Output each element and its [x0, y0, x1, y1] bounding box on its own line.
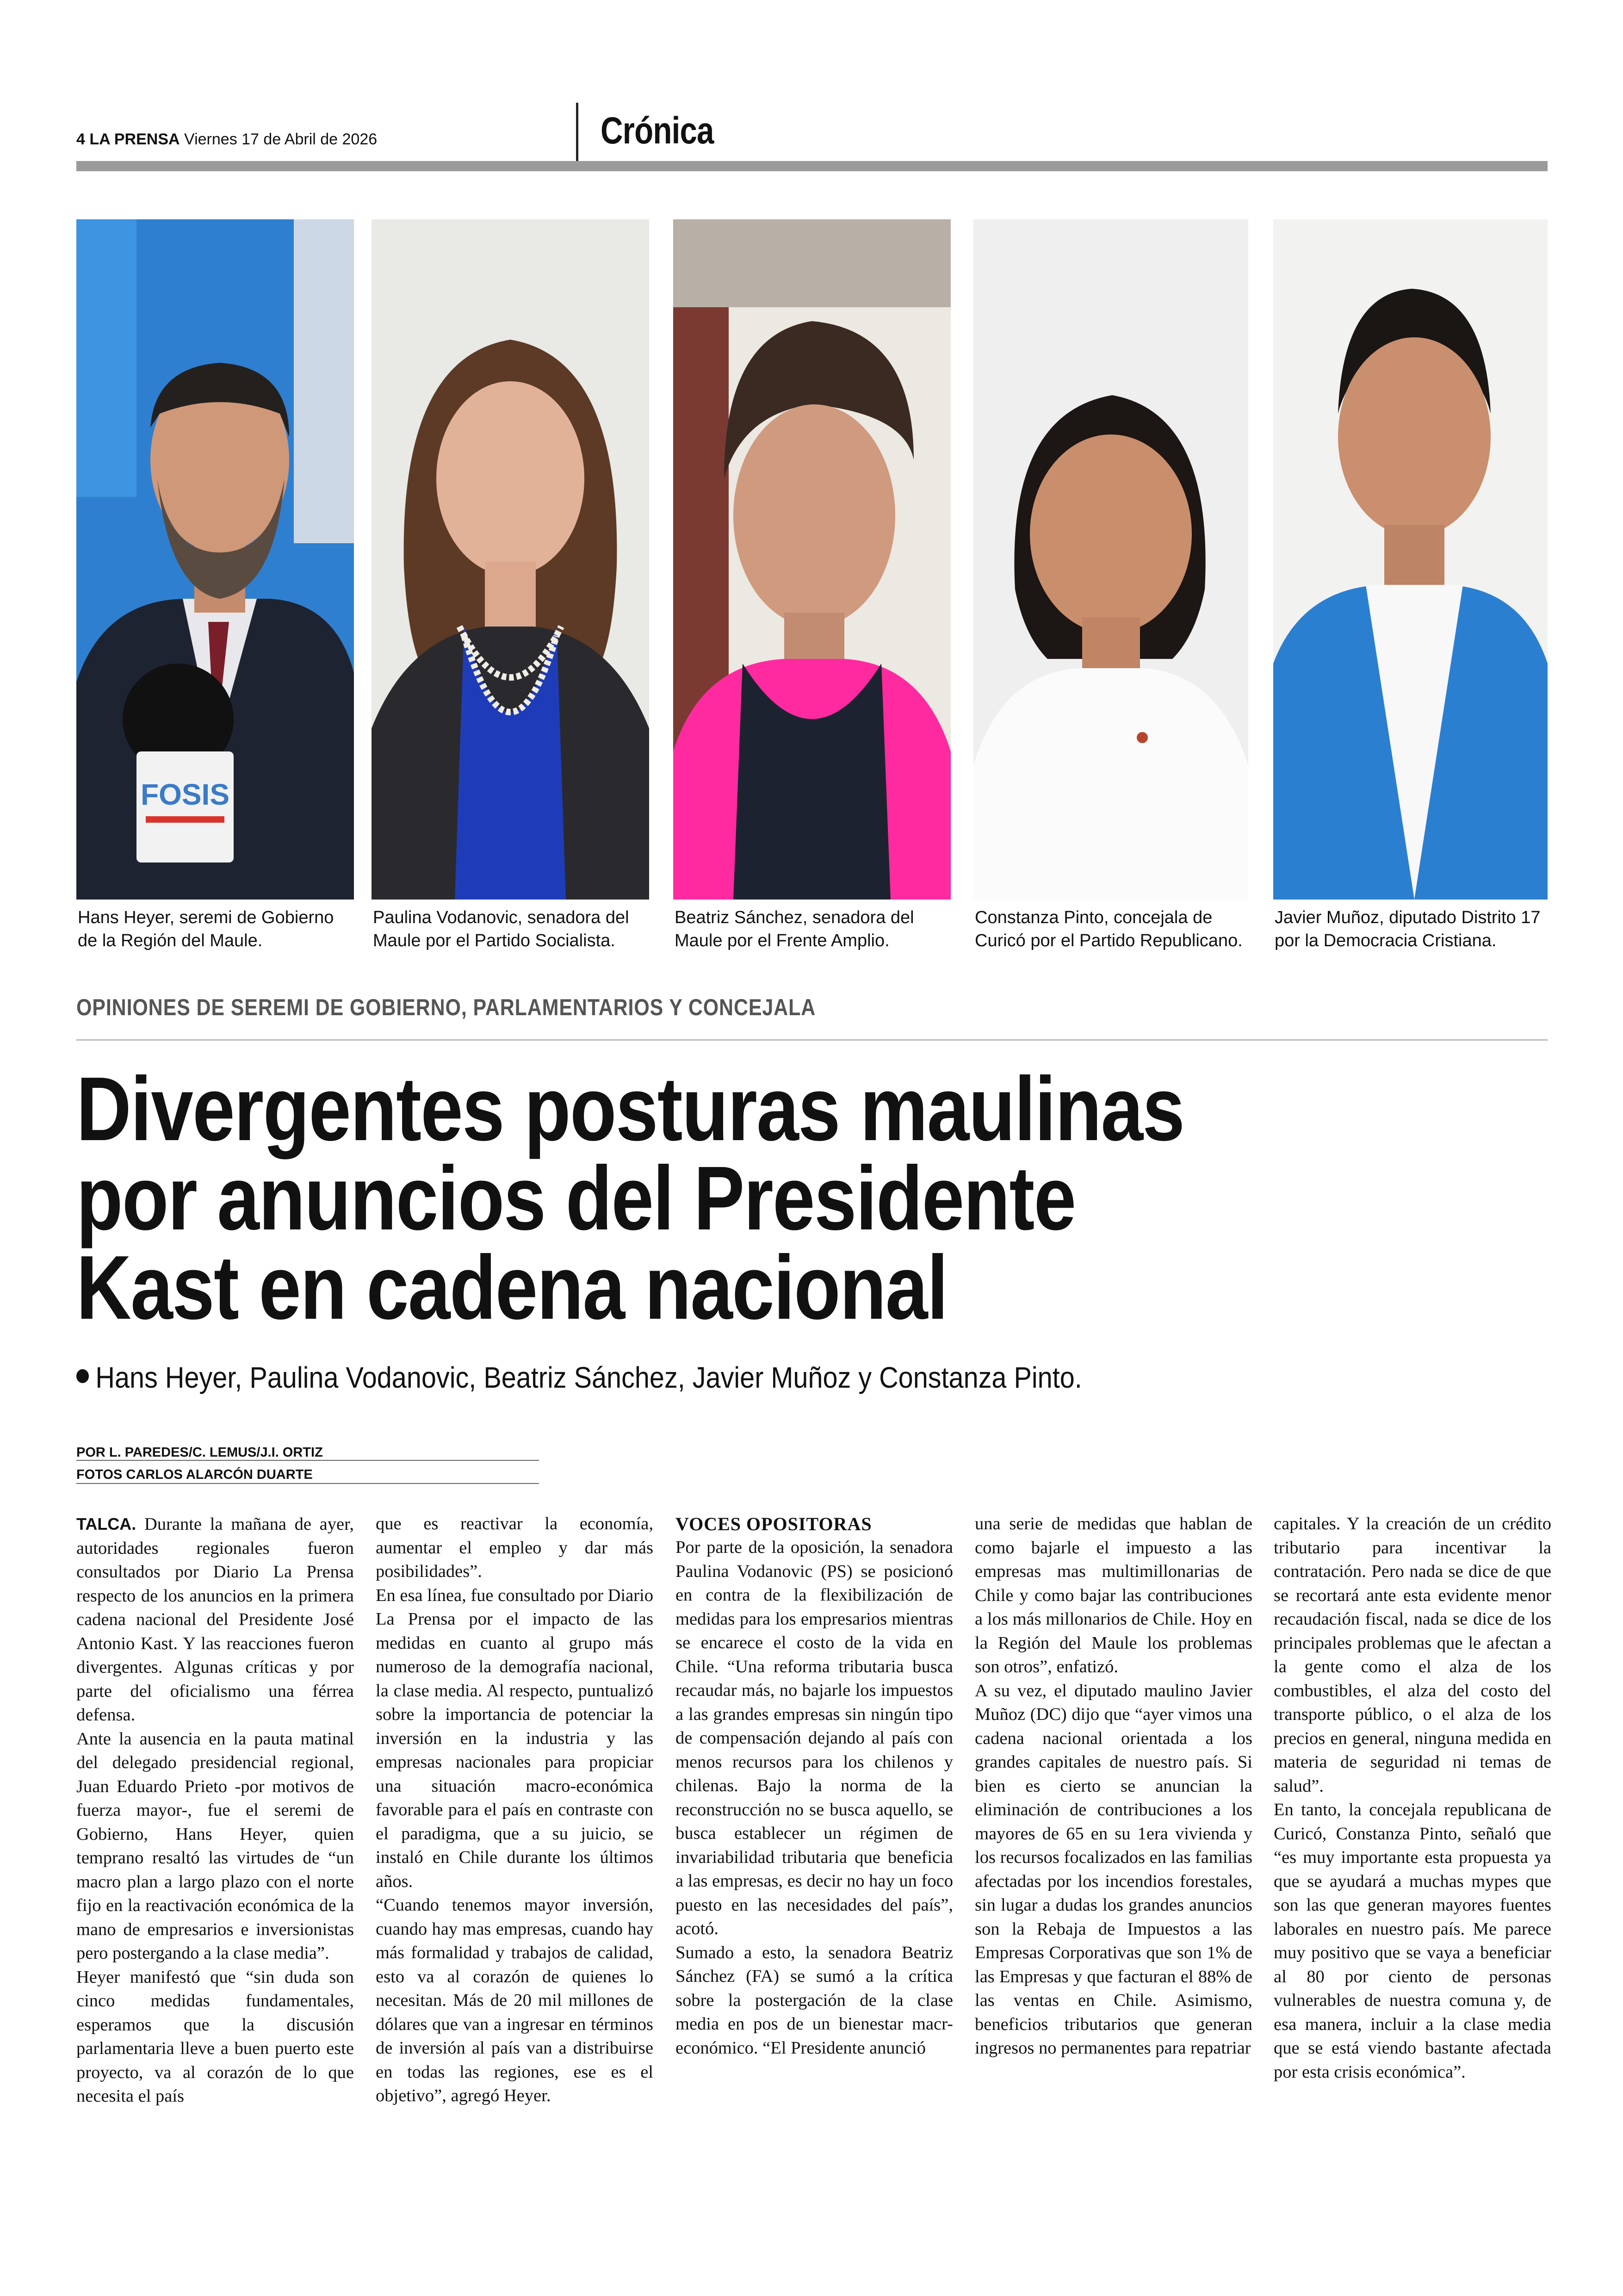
kicker-rule	[76, 1039, 1548, 1041]
paragraph: A su vez, el diputado maulino Javier Muñoz (DC) dijo que “ayer vimos una cadena nacional orientada a los grandes capitales de nuestro país. Si bien es cierto se anuncian la eliminación de contribuciones a los mayores de 65 en su 1era vivienda y los recursos focalizados en las familias afectadas por los incendios forestales, sin lugar a dudas los grandes anuncios son la Rebaja de Impuestos a las Empresas Corporativas que son 1% de las Empresas y que facturan el 88% de las ventas en Chile. Asimismo, beneficios tributarios que generan ingresos no permanentes para repatriar	[975, 1681, 1252, 2058]
article-column-1	[76, 1512, 354, 2109]
deck-text: Hans Heyer, Paulina Vodanovic, Beatriz Sánchez, Javier Muñoz y Constanza Pinto.	[95, 1361, 1082, 1394]
byline-block	[76, 1441, 323, 1486]
photo-javier-munoz	[1273, 219, 1548, 900]
article-column-2	[376, 1512, 653, 2108]
page-header	[76, 130, 377, 149]
issue-date: Viernes 17 de Abril de 2026	[184, 130, 378, 148]
paragraph: TALCA. Durante la mañana de ayer, autoridades regionales fueron consultados por Diario La Prensa respecto de los anuncios en la primera cadena nacional del Presidente José Antonio Kast. Y las reacciones fueron divergentes. Algunas críticas y por parte del oficialismo una férrea defensa.	[76, 1514, 354, 1725]
paragraph: En tanto, la concejala republicana de Curicó, Constanza Pinto, señaló que “es muy importante esta propuesta ya que se ayudará a muchas mypes que son las que generan mayores fuentes laborales en nuestro país. Me parece muy positivo que se vaya a beneficiar al 80 por ciento de personas vulnerables de nuestra comuna y, de esa manera, incluir a la clase media que se está viendo bastante afectada por esta crisis económica”.	[1274, 1800, 1551, 2082]
dateline: TALCA.	[76, 1514, 136, 1533]
header-divider	[576, 103, 578, 163]
paragraph: Heyer manifestó que “sin duda son cinco medidas fundamentales, esperamos que la discusión parlamentaria lleve a buen puerto este proyecto, va al corazón de lo que necesita el país	[76, 1967, 354, 2106]
headline-line: Divergentes posturas maulinas	[76, 1058, 1184, 1160]
article-kicker: OPINIONES DE SEREMI DE GOBIERNO, PARLAMENTARIOS Y CONCEJALA	[76, 994, 816, 1020]
byline-rule	[76, 1460, 539, 1461]
paragraph: Ante la ausencia en la pauta matinal del delegado presidencial regional, Juan Eduardo Prieto -por motivos de fuerza mayor-, fue el seremi de Gobierno, Hans Heyer, quien temprano resaltó las virtudes de “un macro plan a largo plazo con el norte fijo en la reactivación económica de la mano de empresarios e inversionistas pero postergando a la clase media”.	[76, 1729, 354, 1963]
paragraph: Sumado a esto, la senadora Beatriz Sánchez (FA) se sumó a la crítica sobre la postergación de la clase media en pos de un bienestar macr-económico. “El Presidente anunció	[675, 1942, 953, 2058]
photo-caption: Beatriz Sánchez, senadora del Maule por el Frente Amplio.	[675, 908, 914, 950]
section-title: Crónica	[601, 110, 714, 152]
publication-name: LA PRENSA	[89, 130, 180, 148]
photo-beatriz-sanchez	[673, 219, 951, 900]
byline-rule	[76, 1483, 539, 1484]
article-column-5	[1274, 1512, 1551, 2084]
bullet-icon	[76, 1369, 89, 1383]
photo-credit: FOTOS CARLOS ALARCÓN DUARTE	[76, 1467, 313, 1482]
paragraph: En esa línea, fue consultado por Diario La Prensa por el impacto de las medidas en cuanto al grupo más numeroso de la demografía nacional, la clase media. Al respecto, puntualizó sobre la importancia de potenciar la inversión en la industria y las empresas nacionales para propiciar una situación macro-económica favorable para el país en contraste con el paradigma, que a su juicio, se instaló en Chile durante los últimos años.	[376, 1585, 653, 1891]
headline-line: Kast en cadena nacional	[76, 1237, 948, 1338]
photo-paulina-vodanovic	[372, 219, 649, 900]
photo-constanza-pinto	[973, 219, 1248, 900]
paragraph: que es reactivar la economía, aumentar el empleo y dar más posibilidades”.	[376, 1514, 653, 1581]
article-column-3	[675, 1512, 953, 2060]
page-number: 4	[76, 130, 85, 148]
paragraph: Por parte de la oposición, la senadora Paulina Vodanovic (PS) se posicionó en contra de la flexibilización de medidas para los empresarios mientras se encarece el costo de la vida en Chile. “Una reforma tributaria busca recaudar más, no bajarle los impuestos a las grandes empresas sin ningún tipo de compensación dejando al país con menos recursos para los chilenos y chilenas. Bajo la norma de la reconstrucción no se busca aquello, se busca establecer un régimen de invariabilidad tributaria que beneficia a las empresas, es decir no hay un foco puesto en las necesidades del país”, acotó.	[675, 1538, 953, 1938]
mic-logo: FOSIS	[140, 778, 230, 811]
photo-caption: Hans Heyer, seremi de Gobierno de la Región del Maule.	[78, 908, 334, 950]
paragraph: capitales. Y la creación de un crédito tributario para incentivar la contratación. Pero nada se dice de que se recortará ante esta evidente menor recaudación fiscal, nada se dice de los principales problemas que le afectan a la gente como el alza de los combustibles, el alza del costo del transporte público, o el alza de los precios en general, ninguna medida en materia de seguridad ni temas de salud”.	[1274, 1514, 1551, 1796]
headline-line: por anuncios del Presidente	[76, 1148, 1076, 1249]
paragraph: “Cuando tenemos mayor inversión, cuando hay mas empresas, cuando hay más formalidad y trabajos de calidad, esto va al corazón de quienes lo necesitan. Más de 20 mil millones de dólares que van a ingresar en términos de inversión al país van a distribuirse en todas las regiones, ese es el objetivo”, agregó Heyer.	[376, 1895, 653, 2105]
article-headline	[76, 1058, 1242, 1338]
paragraph: una serie de medidas que hablan de como bajarle el impuesto a las empresas mas multimillonarias de Chile y como bajar las contribuciones a los más millonarios de Chile. Hoy en la Región del Maule los problemas son otros”, enfatizó.	[975, 1514, 1252, 1676]
header-rule	[76, 161, 1548, 171]
subheading: VOCES OPOSITORAS	[675, 1514, 872, 1534]
photo-caption: Javier Muñoz, diputado Distrito 17 por la Democracia Cristiana.	[1275, 908, 1541, 950]
article-column-4	[975, 1512, 1252, 2060]
byline: POR L. PAREDES/C. LEMUS/J.I. ORTIZ	[76, 1445, 323, 1460]
photo-caption: Paulina Vodanovic, senadora del Maule por el Partido Socialista.	[373, 908, 629, 950]
photo-caption: Constanza Pinto, concejala de Curicó por el Partido Republicano.	[975, 908, 1243, 950]
photo-hans-heyer	[76, 219, 354, 900]
article-deck	[76, 1360, 1082, 1395]
